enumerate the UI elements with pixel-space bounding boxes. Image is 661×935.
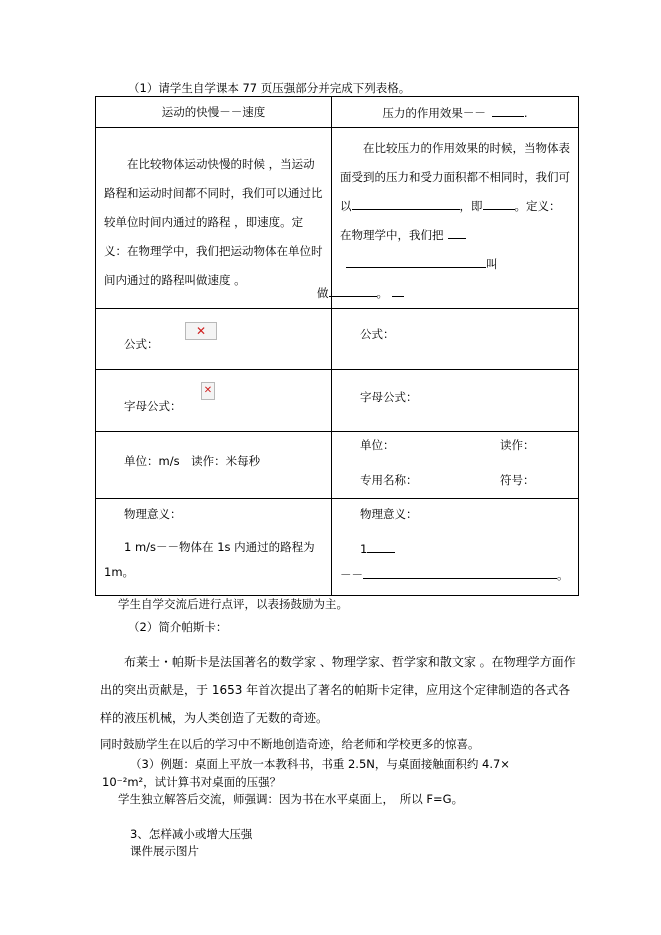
pascal-paragraph: 布莱士・帕斯卡是法国著名的数学家 、物理学家、哲学家和散文家 。在物理学方面作出的突出贡献是，于 1653 年首次提出了著名的帕斯卡定律，应用这个定律制造的各式各样的液压机械，为人类创造了无数的奇迹。: [100, 655, 576, 725]
blank: [329, 284, 377, 297]
meaning-right-line-1: 1: [360, 540, 570, 556]
right-header-text: 压力的作用效果－－: [382, 105, 486, 120]
unit-right-cell: [332, 432, 579, 499]
blank: [352, 197, 460, 210]
pressure-description: 在比较压力的作用效果的时候，当物体表面受到的压力和受力面积都不相同时，我们可以 ，即 。定义：在物理学中，我们把 叫 做 。: [317, 141, 570, 300]
left-header: 运动的快慢－－速度: [96, 97, 332, 128]
meaning-left-text: 1 m/s－－物体在 1s 内通过的路程为 1m。: [104, 540, 315, 579]
letter-formula-right-label: 字母公式：: [360, 390, 418, 404]
right-header: [332, 97, 579, 128]
formula-right-cell: [332, 309, 579, 370]
blank: [392, 284, 404, 297]
example-line-1: （3）例题：桌面上平放一本教科书，书重 2.5N，与桌面接触面积约 4.7×: [130, 757, 510, 771]
read-label: 读作：: [500, 438, 535, 452]
formula-right-label: 公式：: [360, 327, 395, 341]
blank: [492, 104, 524, 117]
courseware-line: 课件展示图片: [130, 844, 199, 858]
blank: [367, 540, 395, 553]
letter-formula-left-label: 字母公式：: [124, 399, 182, 413]
section-3-heading: 3、怎样减小或增大压强: [130, 827, 253, 841]
blank: [448, 226, 466, 239]
meaning-right-label: 物理意义：: [360, 507, 418, 521]
right-header-end: .: [523, 105, 528, 120]
encourage-line: 同时鼓励学生在以后的学习中不断地创造奇迹，给老师和学校更多的惊喜。: [100, 737, 480, 751]
broken-image-icon: ✕: [201, 382, 215, 400]
broken-image-icon: ✕: [185, 322, 217, 340]
pressure-description-cell: [317, 128, 579, 309]
teacher-note: 学生独立解答后交流，师强调：因为书在水平桌面上， 所以 F=G。: [118, 792, 464, 806]
meaning-right-line-2: －－ 。: [340, 568, 569, 582]
blank: [346, 255, 486, 268]
letter-formula-right-cell: [332, 370, 579, 432]
meaning-left-label: 物理意义：: [124, 507, 182, 521]
example-line-2: 10⁻²m²，试计算书对桌面的压强？: [102, 775, 282, 789]
intro-line: （1）请学生自学课本 77 页压强部分并完成下列表格。: [128, 81, 411, 95]
letter-formula-left-cell: [96, 370, 332, 432]
pascal-title: （2）简介帕斯卡：: [128, 620, 228, 634]
blank: [483, 197, 515, 210]
unit-label: 单位：: [360, 438, 395, 452]
speed-description: 在比较物体运动快慢的时候 ，当运动路程和运动时间都不同时，我们可以通过比较单位时间内通过的路程 ，即速度。定义：在物理学中，我们把运动物体在单位时间内通过的路程叫做速度 。: [104, 157, 323, 287]
meaning-left-cell: [96, 499, 332, 596]
symbol-label: 符号：: [500, 473, 535, 487]
after-table-line: 学生自学交流后进行点评，以表扬鼓励为主。: [118, 597, 348, 611]
blank: [363, 566, 557, 579]
comparison-table: [95, 96, 579, 596]
formula-left-label: 公式：: [124, 337, 159, 351]
formula-left-cell: [96, 309, 332, 370]
speed-description-cell: [96, 128, 332, 309]
unit-left-cell: [96, 432, 332, 499]
meaning-right-cell: [332, 499, 579, 596]
special-name-label: 专用名称：: [360, 473, 418, 487]
unit-left-text: 单位：m/s 读作：米每秒: [124, 454, 261, 468]
